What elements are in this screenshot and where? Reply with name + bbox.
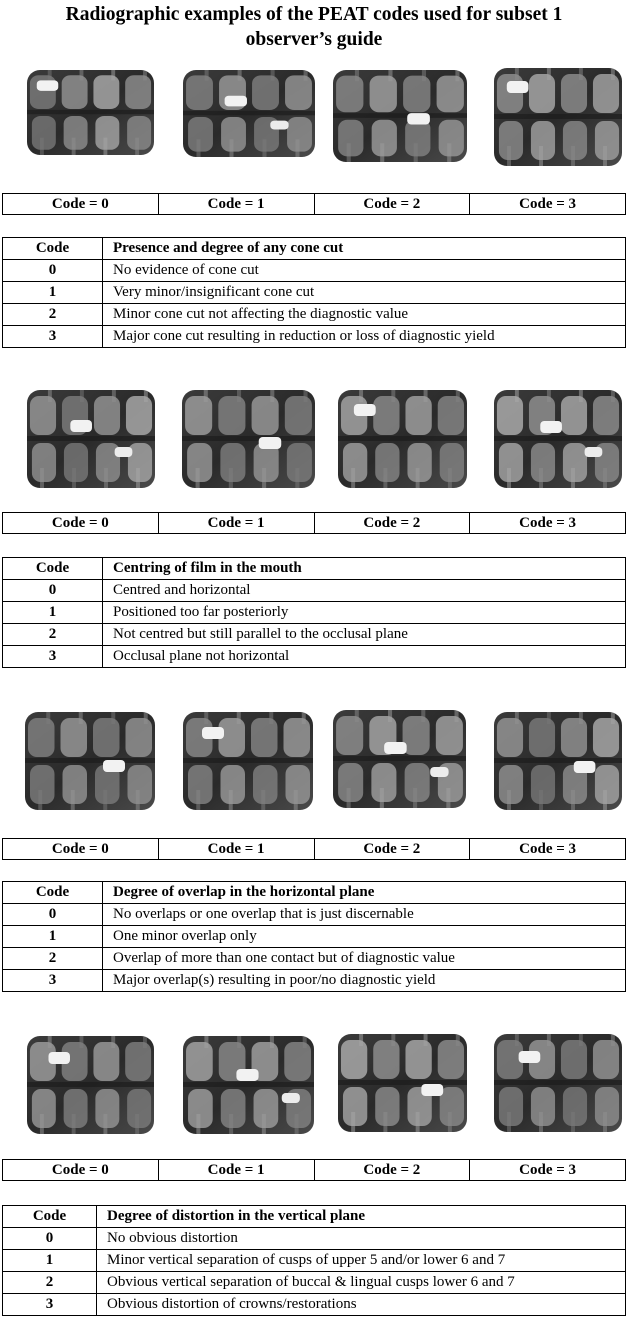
legend-code: 1	[3, 1250, 97, 1272]
legend-description: Positioned too far posteriorly	[103, 602, 626, 624]
legend-row	[3, 926, 626, 948]
legend-header-criterion: Degree of distortion in the vertical plane	[97, 1206, 626, 1228]
image-code-label: Code = 3	[469, 513, 625, 533]
image-code-label: Code = 0	[51, 841, 109, 857]
radiograph-distortion-code-3	[494, 1034, 622, 1132]
legend-row	[3, 304, 626, 326]
radiograph-cone-cut-code-2	[333, 70, 467, 162]
title-line-2: observer’s guide	[245, 29, 383, 50]
image-code-label: Code = 1	[158, 194, 314, 214]
image-code-label: Code = 2	[314, 1160, 470, 1180]
legend-code: 3	[3, 970, 103, 992]
legend-description: No overlaps or one overlap that is just discernable	[103, 904, 626, 926]
legend-description: Centred and horizontal	[103, 580, 626, 602]
legend-code: 3	[3, 646, 103, 668]
legend-row	[3, 948, 626, 970]
radiograph-overlap-code-1	[183, 712, 313, 810]
radiograph-distortion-code-1	[183, 1036, 314, 1134]
legend-row	[3, 1250, 626, 1272]
legend-header-code: Code	[3, 238, 103, 260]
legend-header-code: Code	[3, 882, 103, 904]
legend-description: Occlusal plane not horizontal	[103, 646, 626, 668]
image-code-label: Code = 2	[314, 194, 470, 214]
legend-table-distortion	[2, 1205, 626, 1316]
image-code-label: Code = 3	[469, 194, 625, 214]
legend-description: Not centred but still parallel to the occlusal plane	[103, 624, 626, 646]
legend-header-code: Code	[3, 1206, 97, 1228]
legend-table-overlap	[2, 881, 626, 992]
legend-description: Obvious vertical separation of buccal & lingual cusps lower 6 and 7	[97, 1272, 626, 1294]
legend-description: No obvious distortion	[97, 1228, 626, 1250]
legend-row	[3, 1228, 626, 1250]
legend-code: 0	[3, 904, 103, 926]
image-code-label: Code = 3	[469, 1160, 625, 1180]
radiograph-centring-code-3	[494, 390, 622, 488]
legend-description: Minor vertical separation of cusps of upper 5 and/or lower 6 and 7	[97, 1250, 626, 1272]
legend-row	[3, 326, 626, 348]
legend-description: Overlap of more than one contact but of diagnostic value	[103, 948, 626, 970]
legend-code: 0	[3, 580, 103, 602]
image-code-label: Code = 0	[51, 515, 109, 531]
image-code-label: Code = 3	[469, 839, 625, 859]
legend-code: 1	[3, 602, 103, 624]
legend-description: Minor cone cut not affecting the diagnostic value	[103, 304, 626, 326]
image-code-row	[2, 512, 626, 534]
image-code-label: Code = 1	[158, 513, 314, 533]
radiograph-centring-code-2	[338, 390, 467, 488]
image-code-label: Code = 1	[158, 1160, 314, 1180]
radiograph-cone-cut-code-0	[27, 70, 154, 155]
legend-description: Very minor/insignificant cone cut	[103, 282, 626, 304]
legend-table-centring	[2, 557, 626, 668]
radiograph-cone-cut-code-3	[494, 68, 622, 166]
radiograph-overlap-code-3	[494, 712, 622, 810]
legend-description: Major cone cut resulting in reduction or loss of diagnostic yield	[103, 326, 626, 348]
legend-code: 2	[3, 948, 103, 970]
legend-row	[3, 1272, 626, 1294]
radiograph-overlap-code-2	[333, 710, 466, 808]
legend-row	[3, 970, 626, 992]
legend-code: 1	[3, 926, 103, 948]
legend-header-code: Code	[3, 558, 103, 580]
legend-table-cone-cut	[2, 237, 626, 348]
legend-row	[3, 624, 626, 646]
legend-description: Obvious distortion of crowns/restorations	[97, 1294, 626, 1316]
legend-header-row	[3, 558, 626, 580]
image-code-label: Code = 1	[158, 839, 314, 859]
radiograph-centring-code-0	[27, 390, 155, 488]
legend-description: One minor overlap only	[103, 926, 626, 948]
legend-code: 3	[3, 326, 103, 348]
legend-row	[3, 602, 626, 624]
legend-header-row	[3, 1206, 626, 1228]
legend-code: 2	[3, 624, 103, 646]
legend-code: 1	[3, 282, 103, 304]
radiograph-cone-cut-code-1	[183, 70, 315, 157]
legend-description: No evidence of cone cut	[103, 260, 626, 282]
image-code-label: Code = 2	[314, 839, 470, 859]
legend-header-row	[3, 882, 626, 904]
radiograph-centring-code-1	[182, 390, 315, 488]
legend-code: 2	[3, 1272, 97, 1294]
radiograph-distortion-code-0	[27, 1036, 154, 1134]
legend-description: Major overlap(s) resulting in poor/no diagnostic yield	[103, 970, 626, 992]
radiograph-distortion-code-2	[338, 1034, 467, 1132]
title-line-1: Radiographic examples of the PEAT codes used for subset 1	[65, 4, 563, 25]
legend-row	[3, 1294, 626, 1316]
image-code-row	[2, 1159, 626, 1181]
legend-header-criterion: Degree of overlap in the horizontal plane	[103, 882, 626, 904]
legend-code: 0	[3, 1228, 97, 1250]
legend-header-criterion: Centring of film in the mouth	[103, 558, 626, 580]
image-code-row	[2, 193, 626, 215]
legend-code: 2	[3, 304, 103, 326]
legend-code: 0	[3, 260, 103, 282]
radiograph-overlap-code-0	[25, 712, 155, 810]
image-code-label: Code = 0	[51, 1162, 109, 1178]
page-title	[0, 2, 628, 52]
legend-header-criterion: Presence and degree of any cone cut	[103, 238, 626, 260]
legend-row	[3, 260, 626, 282]
legend-row	[3, 282, 626, 304]
legend-header-row	[3, 238, 626, 260]
image-code-row	[2, 838, 626, 860]
legend-row	[3, 580, 626, 602]
image-code-label: Code = 2	[314, 513, 470, 533]
legend-code: 3	[3, 1294, 97, 1316]
legend-row	[3, 646, 626, 668]
legend-row	[3, 904, 626, 926]
image-code-label: Code = 0	[51, 196, 109, 212]
